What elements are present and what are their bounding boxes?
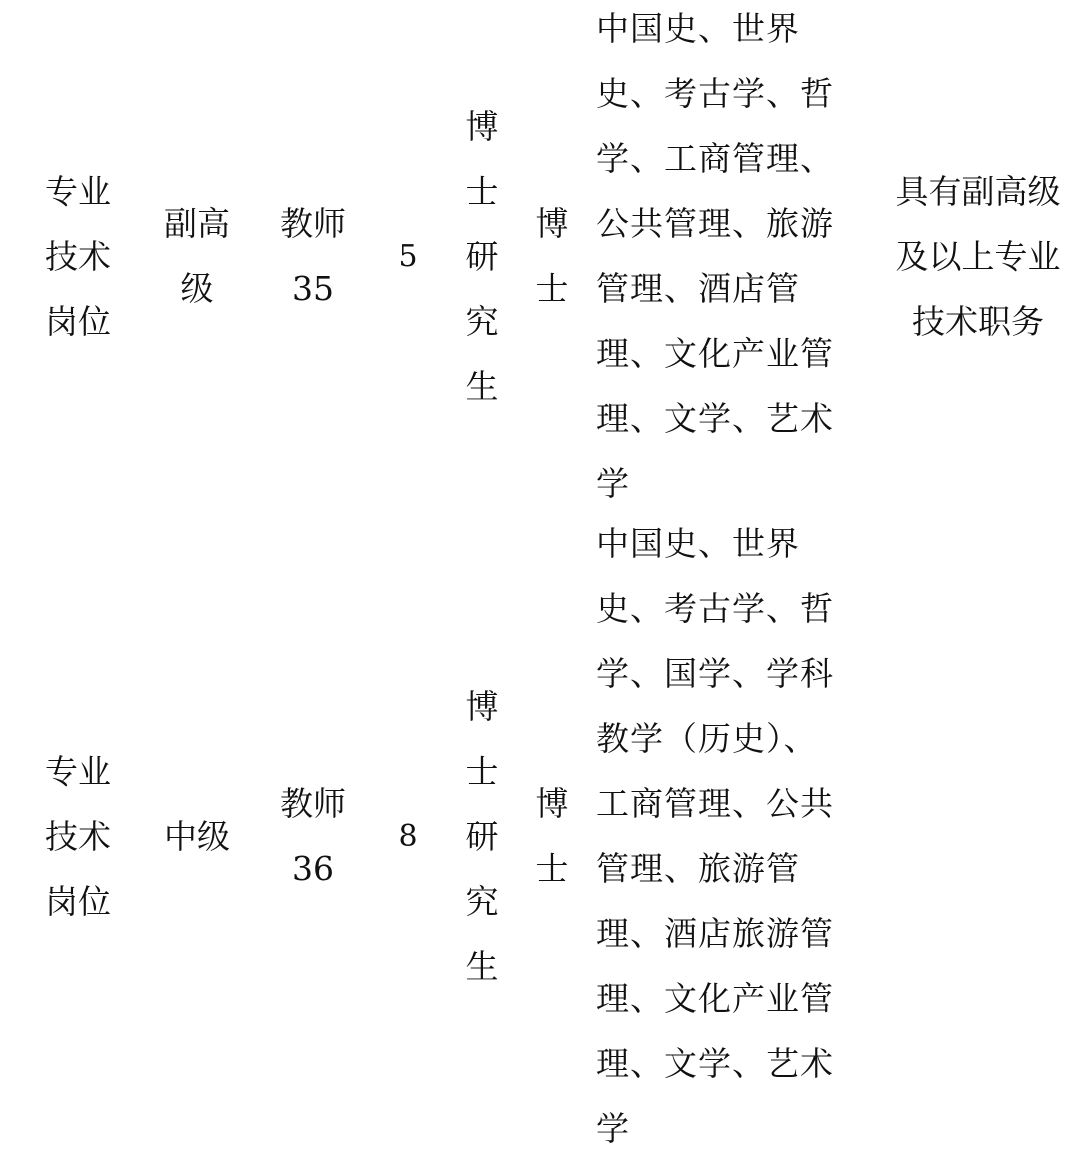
post-type-cell: [38, 523, 118, 1149]
major-cell: [596, 0, 844, 512]
degree-requirement: 博士: [535, 204, 569, 308]
degree-cell: [532, 523, 572, 1149]
other-cell: [888, 0, 1068, 512]
education-requirement: 博士研究生: [465, 106, 499, 406]
major-requirement: 中国史、世界史、考古学、哲学、国学、学科教学（历史）、工商管理、公共管理、旅游管理、酒店旅游管理、文化产业管理、文学、艺术学: [596, 524, 834, 1148]
count-cell: [388, 0, 428, 512]
post-type: 专业技术岗位: [45, 751, 111, 921]
education-cell: [462, 0, 502, 512]
table-row: [0, 0, 1080, 512]
post-name: 教师36: [280, 784, 346, 888]
post-type-cell: [38, 0, 118, 512]
post-level: 副高级: [164, 204, 230, 308]
major-cell: [596, 523, 844, 1149]
hiring-count: 5: [398, 238, 418, 274]
degree-cell: [532, 0, 572, 512]
major-requirement: 中国史、世界史、考古学、哲学、工商管理、公共管理、旅游管理、酒店管理、文化产业管理、文学、艺术学: [596, 9, 834, 503]
table-row: [0, 523, 1080, 1149]
post-name: 教师35: [280, 204, 346, 308]
level-cell: [156, 0, 238, 512]
education-requirement: 博士研究生: [465, 686, 499, 986]
level-cell: [156, 523, 238, 1149]
count-cell: [388, 523, 428, 1149]
post-name-cell: [276, 0, 350, 512]
post-level: 中级: [164, 816, 230, 856]
other-cell: [888, 523, 1068, 1149]
degree-requirement: 博士: [535, 784, 569, 888]
post-type: 专业技术岗位: [45, 171, 111, 341]
hiring-count: 8: [398, 818, 418, 854]
education-cell: [462, 523, 502, 1149]
other-requirement: 具有副高级及以上专业技术职务: [895, 171, 1061, 341]
post-name-cell: [276, 523, 350, 1149]
